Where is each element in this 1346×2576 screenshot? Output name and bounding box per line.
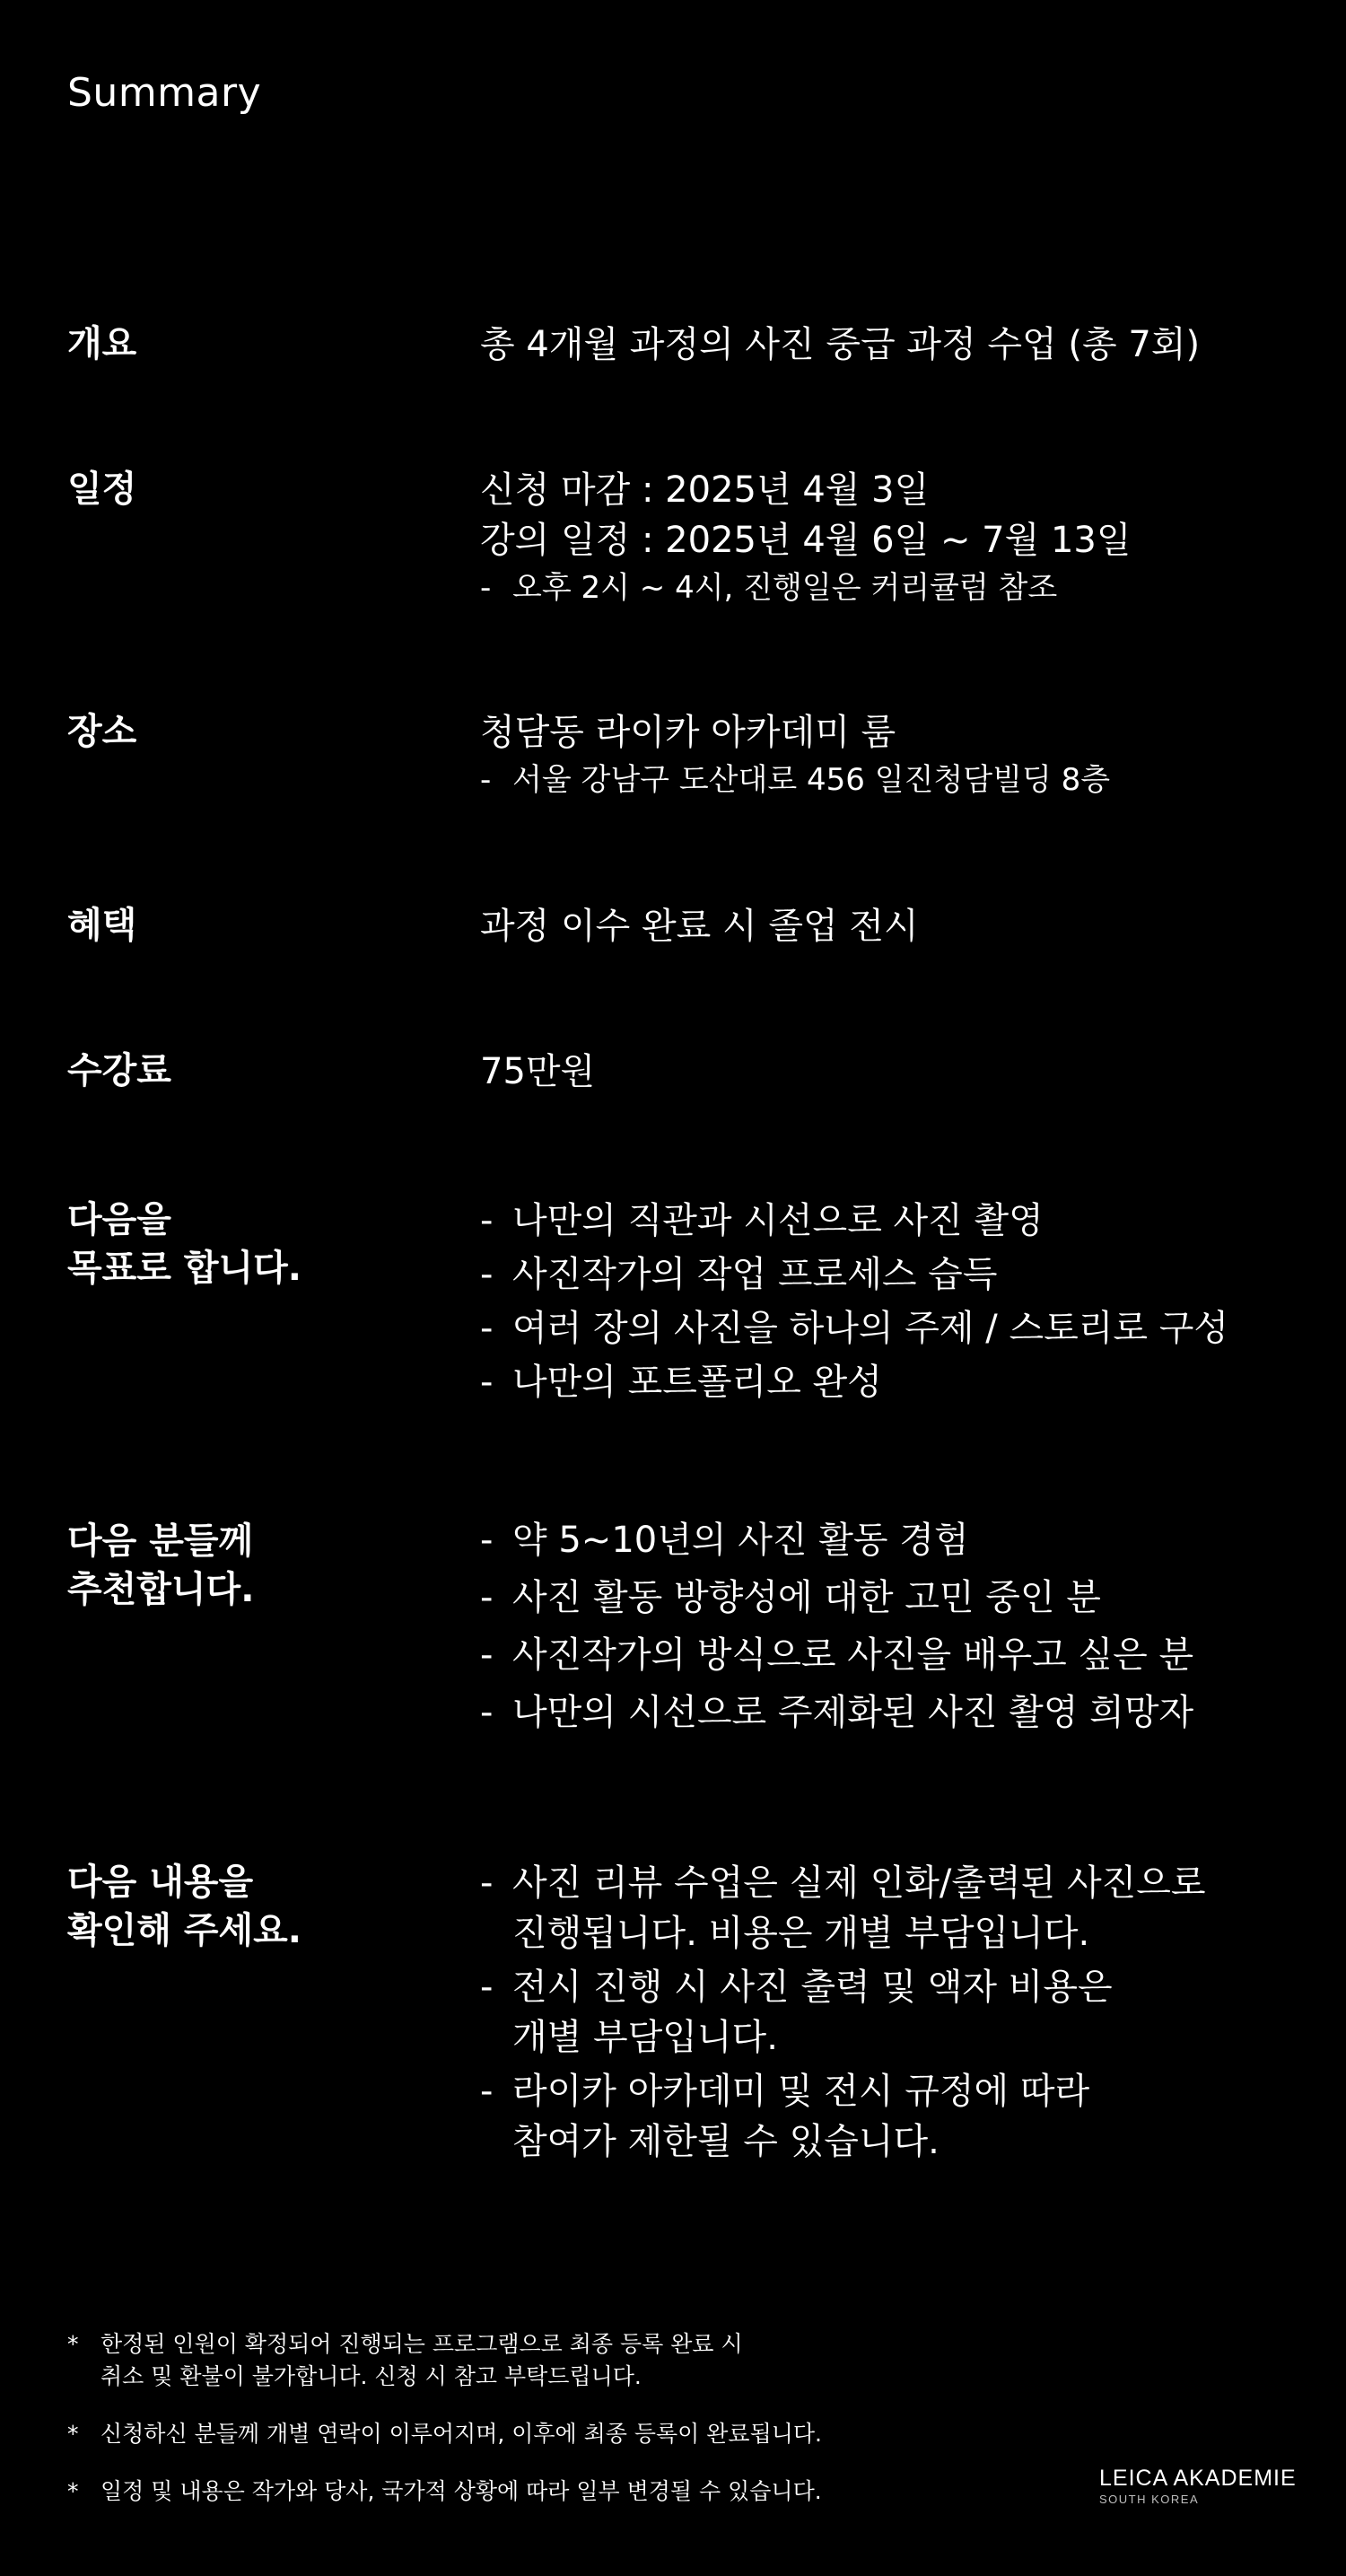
footnote: * 일정 및 내용은 작가와 당사, 국가적 상황에 따라 일부 변경될 수 있습니다. [67,2478,822,2504]
list-item: - 나만의 포트폴리오 완성 [480,1362,882,1403]
footnotes [67,2328,1054,2533]
fee-text: 75만원 [480,1051,596,1092]
logo-subtitle: SOUTH KOREA [1099,2493,1200,2506]
section-label-fee: 수강료 [67,1050,171,1091]
section-content-recommend [480,1513,1315,1743]
schedule-deadline: 신청 마감 : 2025년 4월 3일 [480,469,930,511]
list-item: - 약 5~10년의 사진 활동 경험 [480,1520,969,1561]
section-content-notice [480,1858,1315,2170]
list-item: - 사진작가의 방식으로 사진을 배우고 싶은 분 [480,1634,1194,1676]
section-label-goals: 다음을 목표로 합니다. [67,1199,302,1289]
footnote: * 신청하신 분들께 개별 연락이 이루어지며, 이후에 최종 등록이 완료됩니다. [67,2421,822,2447]
section-content-overview [480,320,1315,370]
benefit-text: 과정 이수 완료 시 졸업 전시 [480,906,919,947]
logo-wordmark: LEICA AKADEMIE [1099,2466,1297,2491]
section-content-goals [480,1196,1315,1411]
overview-text: 총 4개월 과정의 사진 중급 과정 수업 (총 7회) [480,324,1201,365]
section-content-schedule [480,465,1315,610]
location-address: - 서울 강남구 도산대로 456 일진청담빌딩 8층 [480,762,1111,798]
list-item: - 나만의 시선으로 주제화된 사진 촬영 희망자 [480,1692,1194,1733]
location-name: 청담동 라이카 아카데미 룸 [480,712,896,753]
section-label-notice: 다음 내용을 확인해 주세요. [67,1862,302,1951]
section-label-location: 장소 [67,711,137,752]
section-label-benefit: 혜택 [67,905,137,946]
section-label-overview: 개요 [67,323,137,364]
list-item: - 사진 활동 방향성에 대한 고민 중인 분 [480,1577,1101,1618]
list-item: - 라이카 아카데미 및 전시 규정에 따라 참여가 제한될 수 있습니다. [480,2071,1090,2162]
section-label-schedule: 일정 [67,469,137,510]
list-item: - 사진 리뷰 수업은 실제 인화/출력된 사진으로 진행됩니다. 비용은 개별 부담입니다. [480,1862,1206,1954]
page-title: Summary [67,70,262,116]
list-item: - 여러 장의 사진을 하나의 주제 / 스토리로 구성 [480,1308,1228,1349]
schedule-time-note: - 오후 2시 ~ 4시, 진행일은 커리큘럼 참조 [480,570,1058,606]
list-item: - 전시 진행 시 사진 출력 및 액자 비용은 개별 부담입니다. [480,1967,1113,2058]
list-item: - 나만의 직관과 시선으로 사진 촬영 [480,1200,1044,1241]
section-label-recommend: 다음 분들께 추천합니다. [67,1520,255,1610]
footnote: * 한정된 인원이 확정되어 진행되는 프로그램으로 최종 등록 완료 시 취소 및 환불이 불가합니다. 신청 시 참고 부탁드립니다. [67,2331,743,2389]
leica-akademie-logo [1099,2465,1315,2508]
list-item: - 사진작가의 작업 프로세스 습득 [480,1254,998,1295]
schedule-lecture-dates: 강의 일정 : 2025년 4월 6일 ~ 7월 13일 [480,520,1132,561]
section-content-location [480,707,1315,802]
section-content-fee [480,1047,1315,1097]
section-content-benefit [480,901,1315,951]
